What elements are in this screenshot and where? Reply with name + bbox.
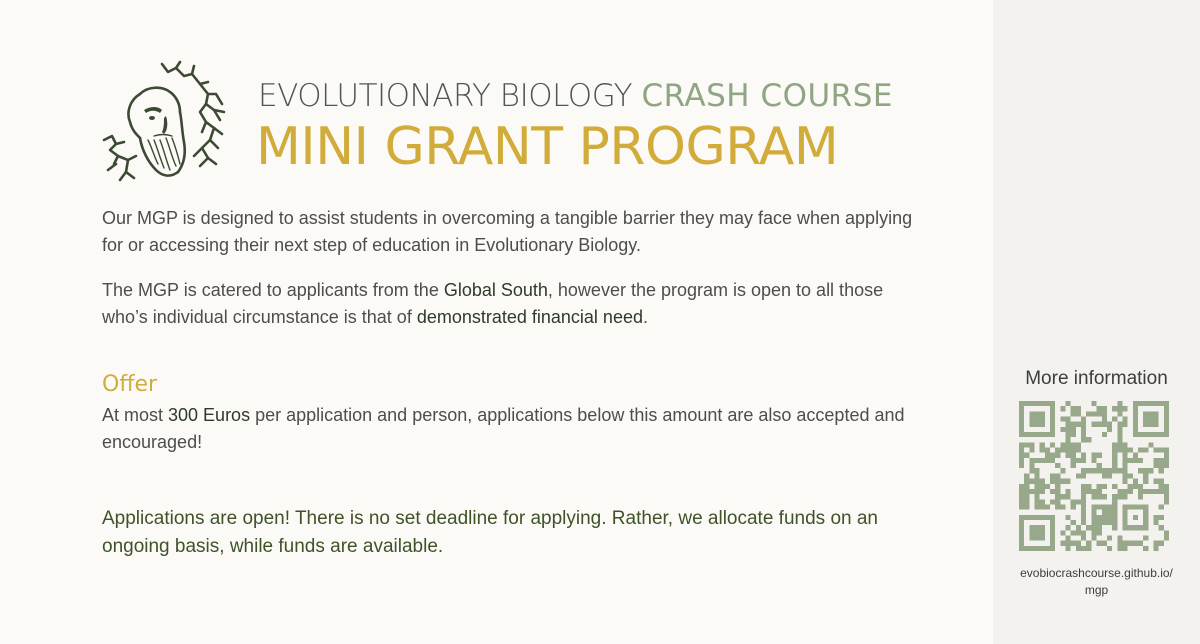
darwin-tree-logo xyxy=(96,60,236,190)
eligibility-text-b: , however the program is open to all those who’s individual circumstance is that of xyxy=(102,280,884,327)
title-evolutionary-biology: EVOLUTIONARY BIOLOGY xyxy=(258,78,633,114)
applications-status: Applications are open! There is no set deadline for applying. Rather, we allocate funds on an ongoing basis, while funds are available. xyxy=(102,508,878,557)
eligibility-paragraph xyxy=(102,277,932,331)
eligibility-text-a: The MGP is catered to applicants from the xyxy=(102,280,444,300)
page-title xyxy=(258,78,893,114)
more-information-label: More information xyxy=(1025,368,1168,389)
qr-code[interactable] xyxy=(1019,401,1169,551)
offer-text-a: At most xyxy=(102,405,169,425)
financial-need-highlight: demonstrated financial need xyxy=(416,307,643,327)
title-crash-course: CRASH COURSE xyxy=(641,78,893,114)
mgp-url[interactable] xyxy=(1000,565,1193,599)
program-title: MINI GRANT PROGRAM xyxy=(256,117,839,177)
offer-paragraph xyxy=(102,402,932,456)
eligibility-text-c: . xyxy=(642,307,648,327)
offer-heading: Offer xyxy=(102,372,158,397)
url-line-1: evobiocrashcourse.github.io/ xyxy=(1020,566,1173,580)
offer-amount-highlight: 300 Euros xyxy=(168,405,251,425)
global-south-highlight: Global South xyxy=(443,280,548,300)
intro-paragraph: Our MGP is designed to assist students in overcoming a tangible barrier they may face when applying for or accessing their next step of education in Evolutionary Biology. xyxy=(102,208,913,255)
offer-text-b: per application and person, applications below this amount are also accepted and encouraged! xyxy=(102,405,905,452)
url-line-2: mgp xyxy=(1084,583,1109,597)
